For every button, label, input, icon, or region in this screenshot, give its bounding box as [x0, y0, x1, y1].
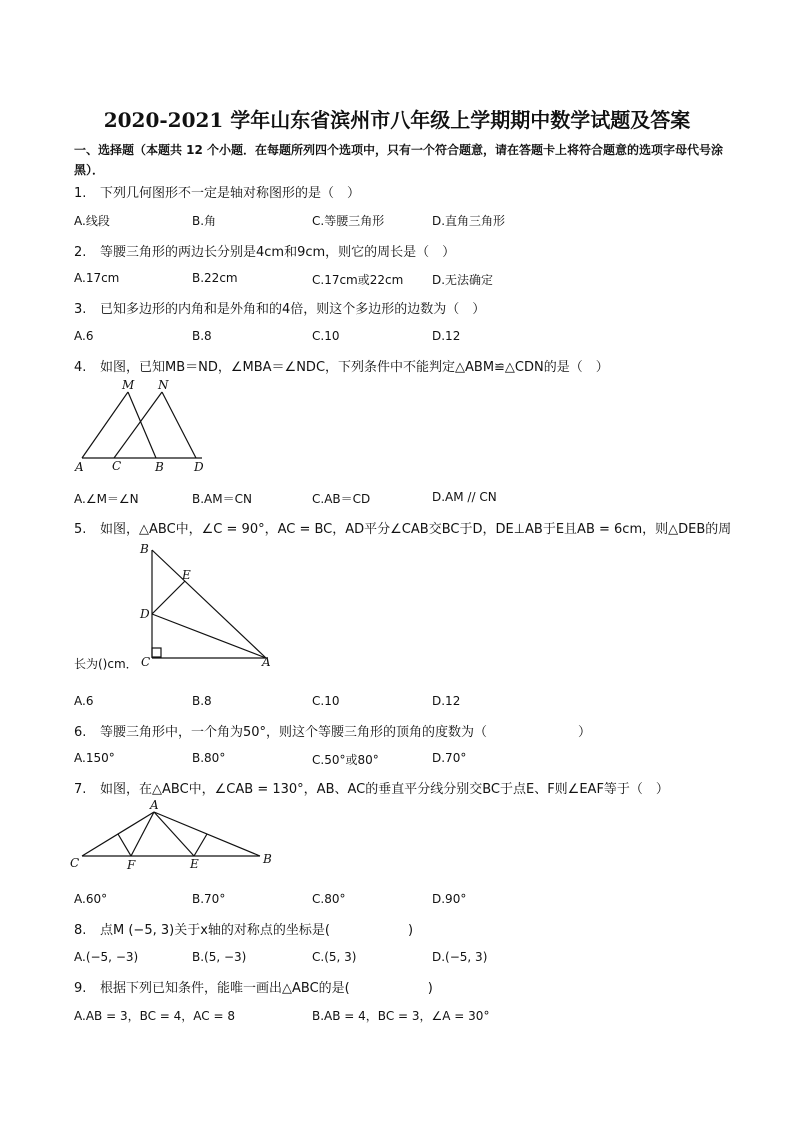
option-d: D.90°: [432, 892, 467, 906]
option-a: A.6: [74, 329, 94, 343]
question-number: 2.: [74, 245, 87, 260]
question-1: [74, 182, 360, 201]
option-c: C.AB＝CD: [312, 492, 371, 506]
options-7: [74, 892, 734, 910]
option-d: D.无法确定: [432, 273, 494, 287]
option-a: A.线段: [74, 214, 110, 228]
option-a: A.∠M＝∠N: [74, 492, 139, 506]
option-c: C.17cm或22cm: [312, 273, 404, 287]
perp-bisector-ab: [194, 834, 207, 856]
question-text: 如图，△ABC中，∠C = 90°，AC = BC，AD平分∠CAB交BC于D，DE⊥AB于E且AB = 6cm，则△DEB的周: [100, 522, 732, 537]
option-b: B.8: [192, 329, 212, 343]
question-7: [74, 778, 669, 797]
label-d: D: [194, 460, 204, 474]
label-b: B: [140, 542, 149, 556]
option-b: B.(5, −3): [192, 950, 247, 964]
label-m: M: [122, 378, 135, 392]
page-title: 2020-2021 学年山东省滨州市八年级上学期期中数学试题及答案: [103, 108, 691, 132]
label-n: N: [158, 378, 169, 392]
option-a: A.17cm: [74, 271, 120, 285]
option-a: A.150°: [74, 751, 115, 765]
option-b: B.角: [192, 214, 217, 228]
option-b: B.AB = 4，BC = 3，∠A = 30°: [312, 1009, 490, 1023]
option-d: D.AM // CN: [432, 490, 497, 504]
label-c: C: [141, 655, 151, 669]
question-text: 下列几何图形不一定是轴对称图形的是（ ）: [100, 186, 361, 201]
right-angle-mark: [152, 648, 161, 657]
option-a: A.6: [74, 694, 94, 708]
label-b: B: [155, 460, 164, 474]
question-number: 6.: [74, 725, 87, 740]
figure-q5: [134, 538, 284, 670]
question-9: [74, 977, 433, 996]
question-number: 1.: [74, 186, 87, 201]
option-d: D.12: [432, 694, 461, 708]
option-b: B.70°: [192, 892, 226, 906]
question-5: [74, 518, 731, 537]
question-text: 点M (−5, 3)关于x轴的对称点的坐标是( ): [100, 923, 414, 938]
option-d: D.(−5, 3): [432, 950, 488, 964]
question-text: 如图，在△ABC中，∠CAB = 130°，AB、AC的垂直平分线分别交BC于点E、F则∠EAF等于（ ）: [100, 782, 669, 797]
question-number: 7.: [74, 782, 87, 797]
label-e: E: [190, 857, 199, 871]
options-5: [74, 694, 734, 712]
option-a: A.60°: [74, 892, 108, 906]
option-d: D.直角三角形: [432, 214, 506, 228]
option-c: C.50°或80°: [312, 753, 379, 767]
figure-q4: [70, 372, 220, 478]
label-a: A: [262, 655, 271, 669]
option-c: C.(5, 3): [312, 950, 357, 964]
question-text: 等腰三角形的两边长分别是4cm和9cm，则它的周长是（ ）: [100, 245, 456, 260]
options-8: [74, 950, 734, 968]
option-d: D.70°: [432, 751, 467, 765]
label-e: E: [182, 568, 191, 582]
option-c: C.10: [312, 329, 340, 343]
line-ae: [154, 812, 194, 856]
question-number: 5.: [74, 522, 87, 537]
option-c: C.等腰三角形: [312, 214, 385, 228]
options-9: [74, 1007, 734, 1025]
label-a: A: [75, 460, 84, 474]
question-2: [74, 241, 455, 260]
question-text: 等腰三角形中，一个角为50°，则这个等腰三角形的顶角的度数为（ ）: [100, 725, 592, 740]
option-a: A.(−5, −3): [74, 950, 139, 964]
option-c: C.10: [312, 694, 340, 708]
question-number: 8.: [74, 923, 87, 938]
label-d: D: [140, 607, 150, 621]
perp-bisector-ac: [118, 834, 131, 856]
line-nd: [162, 392, 196, 458]
question-text: 已知多边形的内角和是外角和的4倍，则这个多边形的边数为（ ）: [100, 302, 486, 317]
figure-q7: [66, 796, 280, 874]
option-a: A.AB = 3，BC = 4，AC = 8: [74, 1009, 235, 1023]
line-da: [152, 614, 266, 658]
option-c: C.80°: [312, 892, 346, 906]
options-1: [74, 212, 734, 230]
option-b: B.22cm: [192, 271, 238, 285]
option-b: B.80°: [192, 751, 226, 765]
options-2: [74, 271, 734, 289]
option-b: B.8: [192, 694, 212, 708]
label-c: C: [70, 856, 80, 870]
question-5-continuation: 长为()cm．: [74, 657, 138, 671]
options-6: [74, 751, 734, 769]
question-number: 4.: [74, 360, 87, 375]
question-text: 如图，已知MB＝ND，∠MBA＝∠NDC，下列条件中不能判定△ABM≌△CDN的是（ ）: [100, 360, 609, 375]
line-de: [152, 581, 185, 614]
question-number: 9.: [74, 981, 87, 996]
options-3: [74, 329, 734, 347]
question-8: [74, 919, 413, 938]
label-f: F: [127, 858, 136, 872]
label-c: C: [112, 459, 122, 473]
label-a: A: [150, 798, 159, 812]
question-text: 根据下列已知条件，能唯一画出△ABC的是( ): [100, 981, 433, 996]
option-b: B.AM＝CN: [192, 492, 252, 506]
question-6: [74, 721, 591, 740]
label-b: B: [263, 852, 272, 866]
line-ba: [152, 550, 266, 658]
line-mb: [128, 392, 156, 458]
options-4: [74, 490, 734, 508]
option-d: D.12: [432, 329, 461, 343]
section-heading: 一、选择题（本题共 12 个小题．在每题所列四个选项中，只有一个符合题意，请在答题卡上将符合题意的选项字母代号涂黑）．: [74, 143, 724, 177]
question-number: 3.: [74, 302, 87, 317]
question-3: [74, 298, 485, 317]
